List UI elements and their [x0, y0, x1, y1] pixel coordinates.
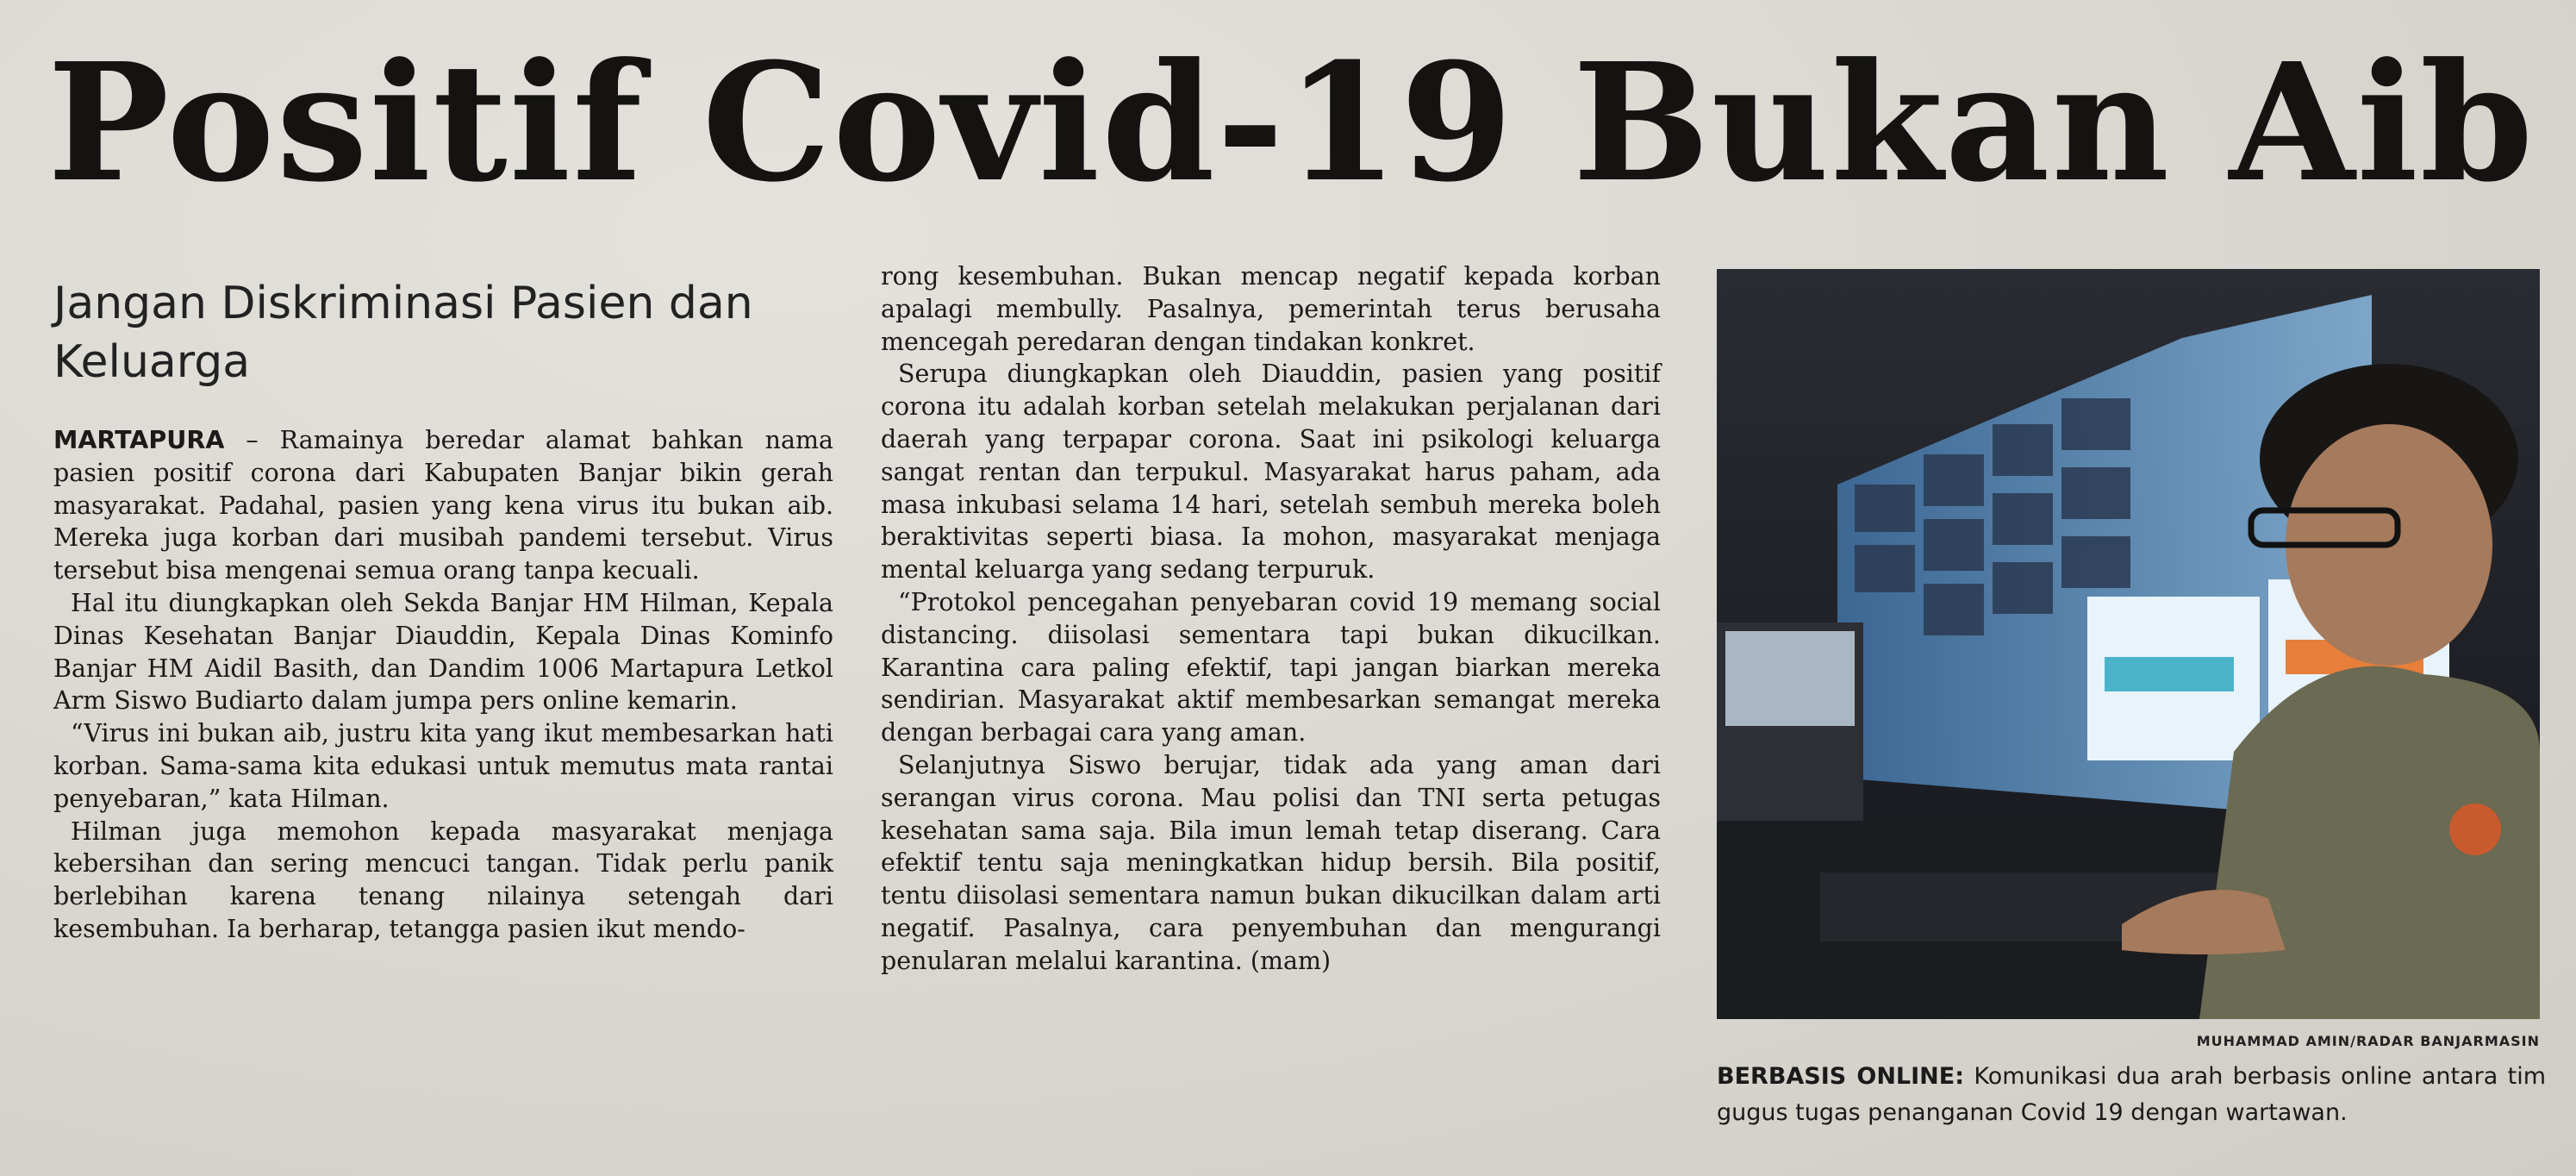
paragraph: Selanjutnya Siswo berujar, tidak ada yang aman dari serangan virus corona. Mau polisi dan TNI serta petugas kesehatan sama saja. Bila imun lemah tetap diserang. Cara efektif tentu saja meningkatkan hidup bersih. Bila positif, tentu diisolasi sementara namun bukan dikucilkan dalam arti negatif. Pasalnya, cara penyembuhan dan mengurangi penularan melalui karantina. (mam) [881, 750, 1661, 975]
photo-illustration [1717, 269, 2540, 1019]
paragraph: “Protokol pencegahan penyebaran covid 19 memang social distancing. diisolasi sementara tapi bukan dikucilkan. Karantina cara paling efektif, tapi jangan biarkan mereka sendirian. Masyarakat aktif membesarkan semangat mereka dengan berbagai cara yang aman. [881, 587, 1661, 748]
news-photo [1717, 269, 2540, 1019]
caption-text: Komunikasi dua arah berbasis online antara tim gugus tugas penanganan Covid 19 dengan wartawan. [1717, 1063, 2547, 1126]
subheadline: Jangan Diskriminasi Pasien dan Keluarga [53, 278, 753, 388]
paragraph: rong kesembuhan. Bukan mencap negatif kepada korban apalagi membully. Pasalnya, pemerintah terus berusaha mencegah peredaran dengan tindakan konkret. [881, 262, 1661, 356]
article-column-1 [53, 424, 833, 946]
photo-caption [1717, 1059, 2546, 1131]
headline: Positif Covid-19 Bukan Aib [47, 28, 2535, 218]
dateline: MARTAPURA [53, 426, 225, 454]
caption-lead: BERBASIS ONLINE: [1717, 1063, 1965, 1090]
photo-credit: MUHAMMAD AMIN/RADAR BANJARMASIN [2196, 1033, 2540, 1049]
paragraph: Serupa diungkapkan oleh Diauddin, pasien yang positif corona itu adalah korban setelah melakukan perjalanan dari daerah yang terpapar corona. Saat ini psikologi keluarga sangat rentan dan terpukul. Masyarakat harus paham, ada masa inkubasi selama 14 hari, setelah sembuh mereka boleh beraktivitas seperti biasa. Ia mohon, masyarakat menjaga mental keluarga yang sedang terpuruk. [881, 360, 1661, 585]
article-column-2 [881, 260, 1661, 978]
paragraph: Hal itu diungkapkan oleh Sekda Banjar HM Hilman, Kepala Dinas Kesehatan Banjar Diauddin, Kepala Dinas Kominfo Banjar HM Aidil Basith, dan Dandim 1006 Martapura Letkol Arm Siswo Budiarto dalam jumpa pers online kemarin. [53, 588, 833, 716]
paragraph: Hilman juga memohon kepada masyarakat menjaga kebersihan dan sering mencuci tangan. Tidak perlu panik berlebihan karena tenang nilainya setengah dari kesembuhan. Ia berharap, tetangga pasien ikut mendo- [53, 816, 833, 943]
paragraph: “Virus ini bukan aib, justru kita yang ikut membesarkan hati korban. Sama-sama kita edukasi untuk memutus mata rantai penyebaran,” kata Hilman. [53, 719, 833, 813]
paragraph: MARTAPURA – Ramainya beredar alamat bahkan nama pasien positif corona dari Kabupaten Banjar bikin gerah masyarakat. Padahal, pasien yang kena virus itu bukan aib. Mereka juga korban dari musibah pandemi tersebut. Virus tersebut bisa mengenai semua orang tanpa kecuali. [53, 426, 834, 585]
